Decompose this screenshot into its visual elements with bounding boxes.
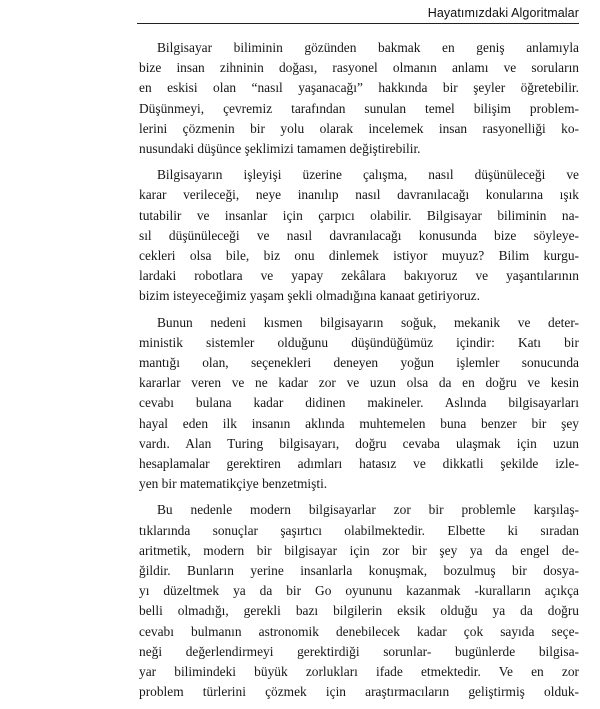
text-line: bizim isteyeceğimiz yaşam şekli olmadığına kanaat getiriyoruz. (139, 288, 480, 304)
paragraph (139, 500, 579, 702)
text-line: Bunun nedeni kısmen bilgisayarın soğuk, mekanik ve deter- (157, 314, 579, 330)
text-line: lerini çözmenin bir yolu olarak incelemek insan rasyonelliği ko- (139, 120, 579, 136)
text-line: yar bilimindeki büyük zorlukları ifade etmektedir. Ve en zor (139, 664, 579, 680)
text-line: bize insan zihninin doğası, rasyonel olmanın anlamı ve soruların (139, 60, 579, 76)
text-line: cekleri olsa bile, biz onu dinlemek istiyor muyuz? Bilim kurgu- (139, 248, 579, 264)
text-line: vardı. Alan Turing bilgisayarı, doğru cevaba ulaşmak için uzun (139, 435, 579, 451)
text-line: cevabı bulana kadar didinen makineler. Aslında bilgisayarları (139, 395, 579, 411)
text-line: Bilgisayar biliminin gözünden bakmak en geniş anlamıyla (157, 40, 579, 55)
text-line: Bu nedenle modern bilgisayarlar zor bir problemle karşılaş- (157, 502, 579, 518)
text-line: nusundaki düşünce şeklimizi tamamen değiştirebilir. (139, 141, 421, 157)
text-line: cevabı bulmanın astronomik denebilecek kadar çok sayıda seçe- (139, 623, 579, 639)
text-line: problem türlerini çözmek için araştırmacıların geliştirmiş olduk- (139, 684, 579, 700)
text-line: tutabilir ve insanlar için çarpıcı olabilir. Bilgisayar biliminin na- (139, 207, 579, 223)
text-line: Düşünmeyi, çevremiz tarafından sunulan temel bilişim problem- (139, 100, 579, 116)
text-line: ğildir. Bunların yerine insanlarla konuşmak, bozulmuş bir dosya- (139, 563, 579, 579)
running-header: Hayatımızdaki Algoritmalar (427, 6, 579, 20)
text-line: aritmetik, modern bir bilgisayar için zor bir şey ya da engel de- (139, 542, 579, 558)
text-line: lardaki robotlara ve yapay zekâlara bakıyoruz ve yaşantılarının (139, 268, 579, 284)
text-line: tıklarında sonuçlar şaşırtıcı olabilmektedir. Elbette ki sıradan (139, 522, 579, 538)
text-line: yen bir matematikçiye benzetmişti. (139, 476, 328, 492)
text-line: en eskisi olan “nasıl yaşanacağı” hakkında bir şeyler öğretebilir. (139, 80, 579, 96)
text-line: sıl düşünüleceği ve nasıl davranılacağı konusunda bize söyleye- (139, 227, 579, 243)
text-line: mantığı olan, seçenekleri deneyen yoğun işlemler sonucunda (139, 355, 579, 371)
paragraph (139, 313, 579, 495)
header-rule (137, 23, 579, 24)
text-line: Bilgisayarın işleyişi üzerine çalışma, nasıl düşünüleceği ve (157, 167, 579, 183)
text-line: belli olmadığı, gerekli bazı bilgilerin eksik olduğu ya da doğru (139, 603, 579, 619)
paragraph (139, 38, 579, 159)
text-line: hayal eden ilk insanın aklında muhtemelen buna benzer bir şey (139, 415, 579, 431)
text-line: neği değerlendirmeyi gerektirdiği sorunlar- bugünlerde bilgisa- (139, 643, 579, 659)
text-line: kararlar veren ve ne kadar zor ve uzun olsa da en doğru ve kesin (139, 375, 579, 391)
text-line: karar verileceği, neye inanılıp nasıl davranılacağı konularına ışık (139, 187, 579, 203)
text-line: yı düzeltmek ya da bir Go oyununu kazanmak -kuralların açıkça (139, 583, 579, 599)
body-text (139, 38, 579, 709)
text-line: ministik sistemler olduğunu düşündüğümüz içindir: Katı bir (139, 334, 579, 350)
text-line: hesaplamalar gerektiren adımları hatasız ve dikkatli şekilde izle- (139, 456, 579, 472)
paragraph (139, 165, 579, 306)
